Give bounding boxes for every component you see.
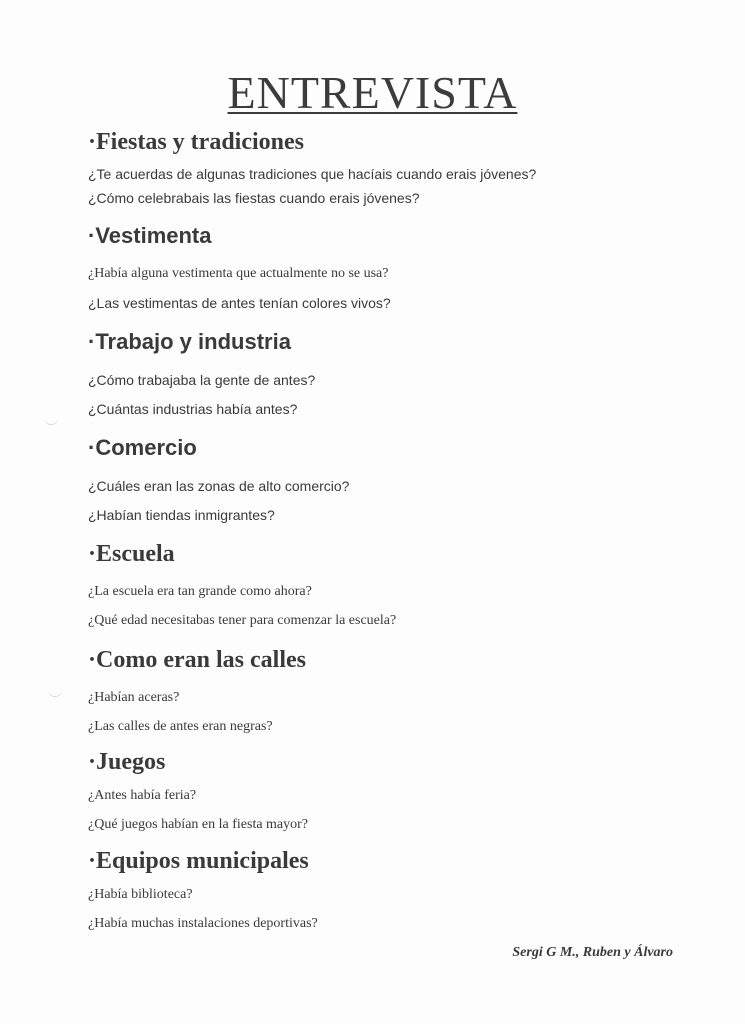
question: ¿Cómo trabajaba la gente de antes? <box>88 372 316 388</box>
question: ¿Cuáles eran las zonas de alto comercio? <box>88 478 350 494</box>
question: ¿Había alguna vestimenta que actualmente no se usa? <box>88 266 389 281</box>
heading-text: Comercio <box>95 435 197 460</box>
bullet-mark: · <box>88 329 96 354</box>
heading-text: Escuela <box>96 541 175 567</box>
section-heading <box>88 748 308 776</box>
bullet-mark: · <box>88 647 97 673</box>
question: ¿Las vestimentas de antes tenían colores vivos? <box>88 295 391 311</box>
section-heading <box>88 847 318 875</box>
heading-text: Trabajo y industria <box>95 329 291 354</box>
scan-mark <box>48 690 62 697</box>
page-title: ENTREVISTA <box>227 67 518 118</box>
question: ¿Había muchas instalaciones deportivas? <box>88 916 318 931</box>
section-heading <box>88 540 396 568</box>
question: ¿Antes había feria? <box>88 788 197 803</box>
section-vestimenta <box>88 222 391 315</box>
heading-text: Vestimenta <box>95 223 212 248</box>
section-comercio <box>88 434 349 527</box>
section-calles <box>88 646 306 739</box>
question: ¿Qué edad necesitabas tener para comenzar la escuela? <box>88 613 397 628</box>
question: ¿Qué juegos habían en la fiesta mayor? <box>88 817 309 832</box>
bullet-mark: · <box>88 435 96 460</box>
scan-mark <box>44 418 58 425</box>
section-heading <box>88 646 306 674</box>
question: ¿Cómo celebrabais las fiestas cuando erais jóvenes? <box>88 190 420 206</box>
section-equipos <box>88 847 318 936</box>
section-juegos <box>88 748 308 837</box>
question: ¿La escuela era tan grande como ahora? <box>88 584 312 599</box>
signature: Sergi G M., Ruben y Álvaro <box>512 945 673 960</box>
bullet-mark: · <box>88 129 97 155</box>
bullet-mark: · <box>88 749 97 775</box>
question: ¿Cuántas industrias había antes? <box>88 401 298 417</box>
section-heading <box>88 328 315 356</box>
heading-text: Como eran las calles <box>96 647 306 673</box>
bullet-mark: · <box>88 223 96 248</box>
section-heading <box>88 128 536 156</box>
question: ¿Había biblioteca? <box>88 887 193 902</box>
question: ¿Te acuerdas de algunas tradiciones que hacíais cuando erais jóvenes? <box>88 166 537 182</box>
section-trabajo <box>88 328 315 421</box>
heading-text: Juegos <box>96 749 166 775</box>
section-escuela <box>88 540 396 633</box>
section-fiestas <box>88 128 536 210</box>
question: ¿Las calles de antes eran negras? <box>88 719 273 734</box>
bullet-mark: · <box>88 541 97 567</box>
heading-text: Fiestas y tradiciones <box>96 129 304 155</box>
section-heading <box>88 434 349 462</box>
question: ¿Habían tiendas inmigrantes? <box>88 507 275 523</box>
question: ¿Habían aceras? <box>88 690 180 705</box>
bullet-mark: · <box>88 848 97 874</box>
heading-text: Equipos municipales <box>96 848 309 874</box>
section-heading <box>88 222 391 250</box>
